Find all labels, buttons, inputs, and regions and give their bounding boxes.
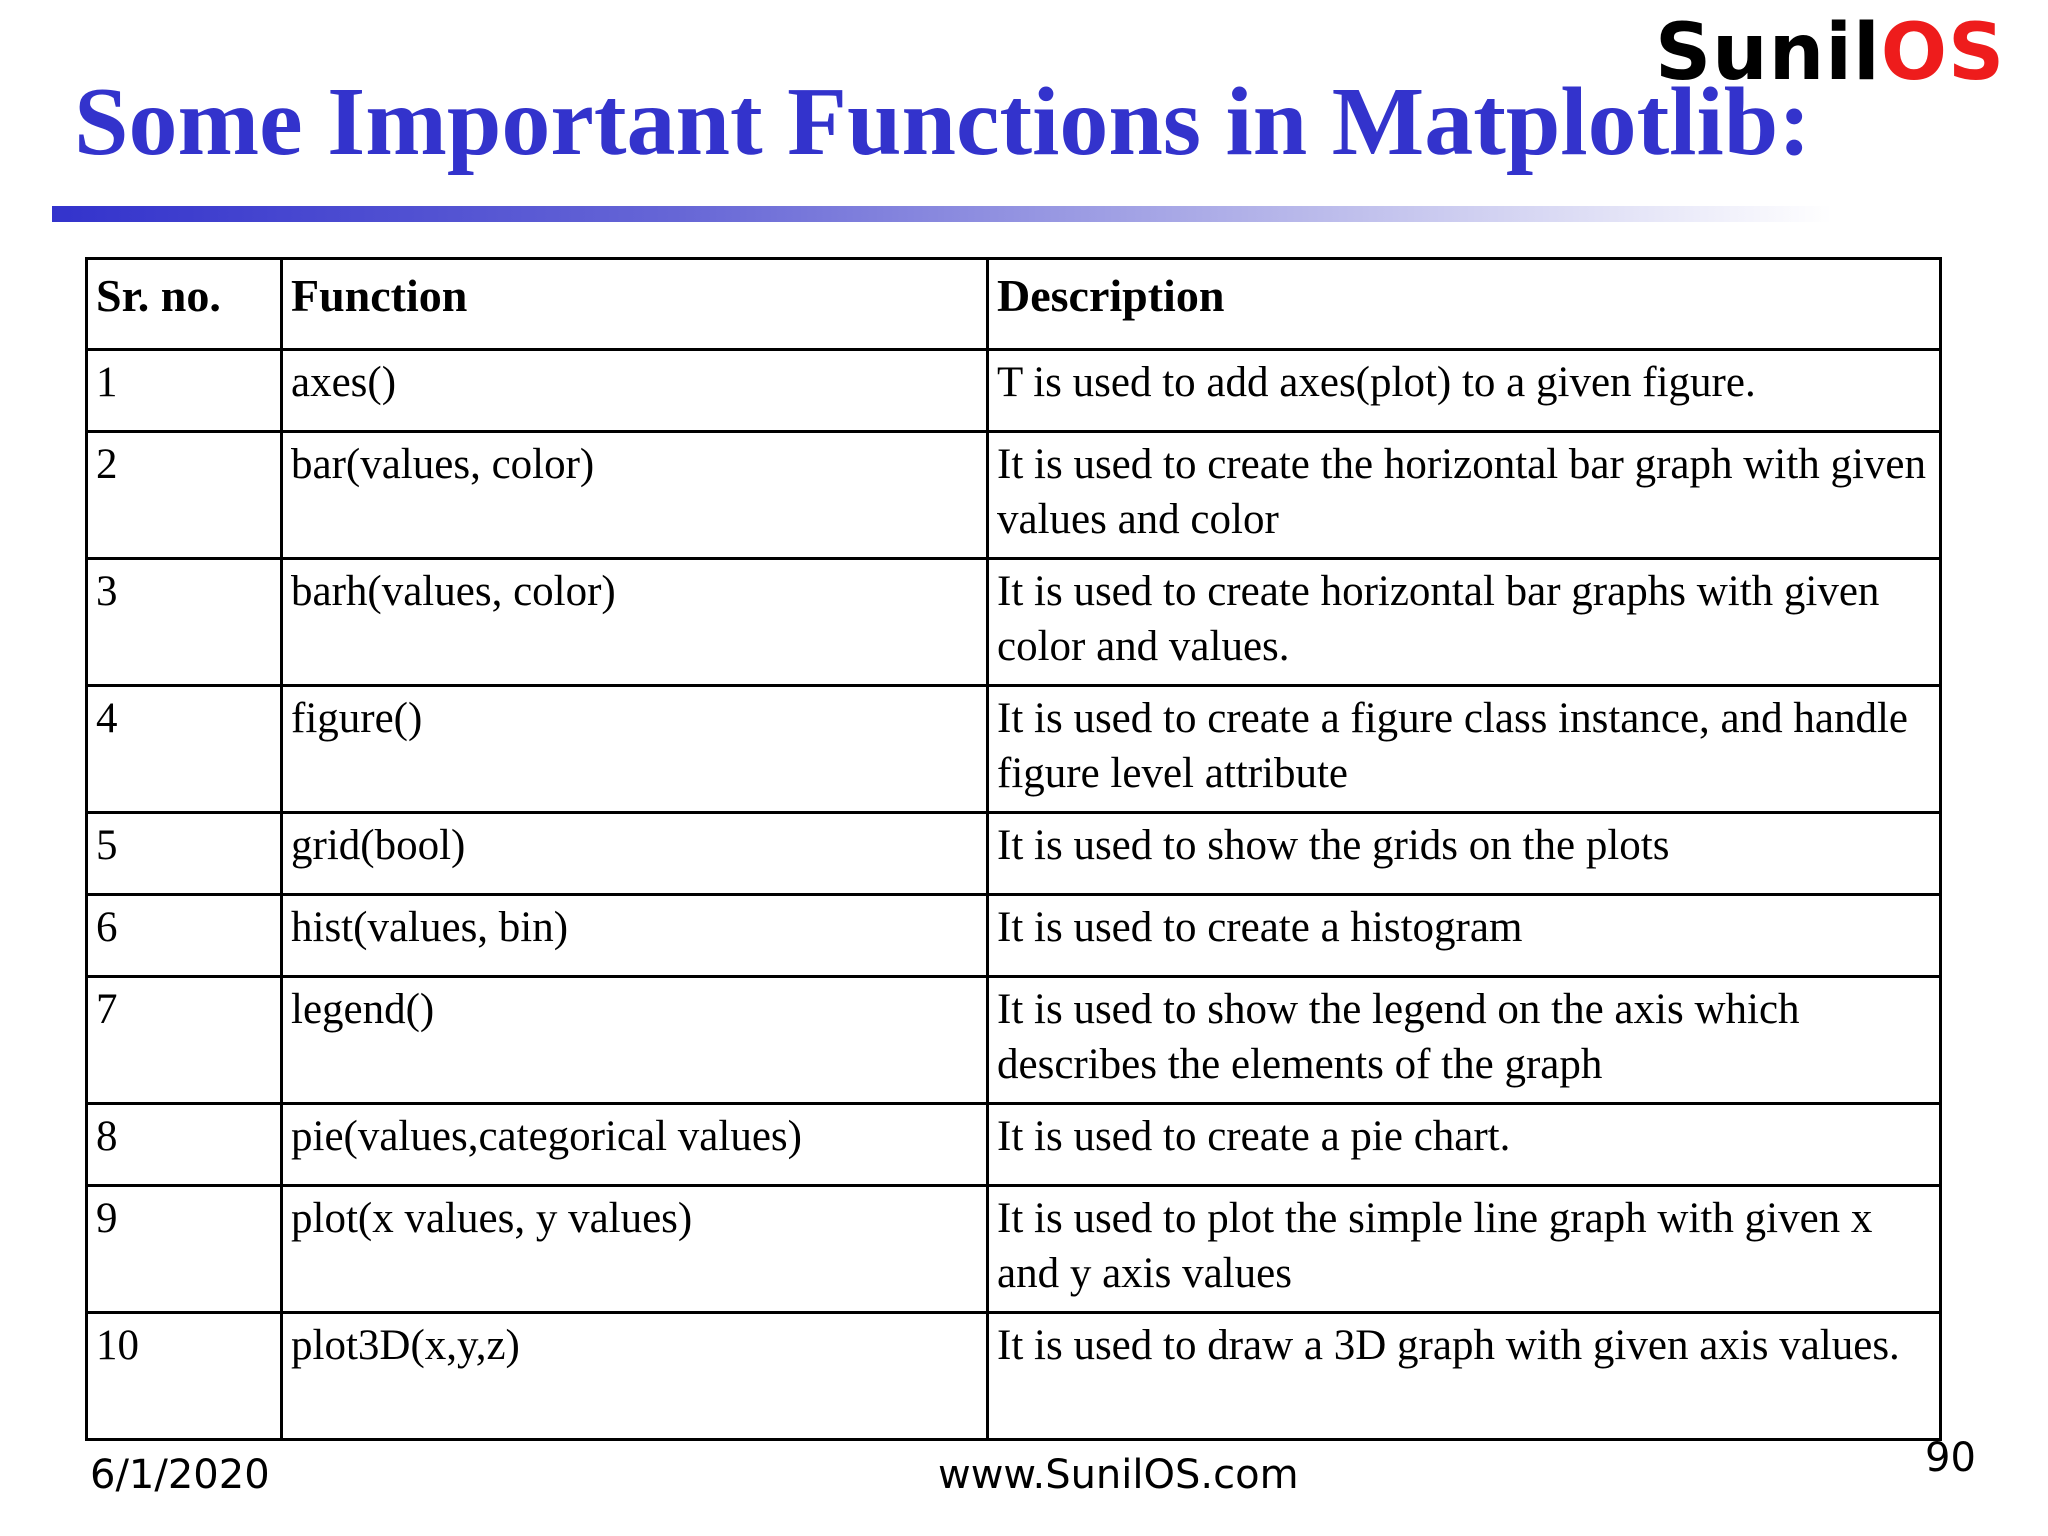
table-row bbox=[87, 350, 1941, 432]
cell-description: It is used to plot the simple line graph with given x and y axis values bbox=[988, 1186, 1941, 1313]
cell-function: plot3D(x,y,z) bbox=[282, 1313, 988, 1440]
cell-function: hist(values, bin) bbox=[282, 895, 988, 977]
table-row bbox=[87, 813, 1941, 895]
cell-function: bar(values, color) bbox=[282, 432, 988, 559]
table-row bbox=[87, 895, 1941, 977]
functions-table bbox=[85, 257, 1942, 1441]
cell-description: It is used to show the grids on the plots bbox=[988, 813, 1941, 895]
cell-function: legend() bbox=[282, 977, 988, 1104]
page-number: 90 bbox=[1925, 1435, 1976, 1481]
cell-sr-no: 10 bbox=[87, 1313, 282, 1440]
cell-sr-no: 1 bbox=[87, 350, 282, 432]
cell-description: It is used to create horizontal bar graphs with given color and values. bbox=[988, 559, 1941, 686]
logo-text-sunil: Sunil bbox=[1655, 8, 1881, 98]
cell-description: It is used to create a pie chart. bbox=[988, 1104, 1941, 1186]
table-row bbox=[87, 686, 1941, 813]
cell-sr-no: 3 bbox=[87, 559, 282, 686]
cell-description: It is used to draw a 3D graph with given axis values. bbox=[988, 1313, 1941, 1440]
header-function: Function bbox=[282, 259, 988, 350]
cell-function: plot(x values, y values) bbox=[282, 1186, 988, 1313]
cell-sr-no: 6 bbox=[87, 895, 282, 977]
slide-title: Some Important Functions in Matplotlib: bbox=[74, 68, 1811, 176]
header-description: Description bbox=[988, 259, 1941, 350]
table-row bbox=[87, 559, 1941, 686]
header-sr-no: Sr. no. bbox=[87, 259, 282, 350]
logo-text-os: OS bbox=[1880, 8, 2006, 98]
cell-function: grid(bool) bbox=[282, 813, 988, 895]
footer-date: 6/1/2020 bbox=[90, 1452, 270, 1498]
cell-description: It is used to show the legend on the axis which describes the elements of the graph bbox=[988, 977, 1941, 1104]
table-row bbox=[87, 1313, 1941, 1440]
cell-description: T is used to add axes(plot) to a given figure. bbox=[988, 350, 1941, 432]
table-row bbox=[87, 977, 1941, 1104]
cell-sr-no: 2 bbox=[87, 432, 282, 559]
cell-description: It is used to create the horizontal bar graph with given values and color bbox=[988, 432, 1941, 559]
cell-function: figure() bbox=[282, 686, 988, 813]
cell-sr-no: 7 bbox=[87, 977, 282, 1104]
cell-sr-no: 4 bbox=[87, 686, 282, 813]
title-underline bbox=[52, 206, 1832, 222]
table-row bbox=[87, 432, 1941, 559]
cell-description: It is used to create a histogram bbox=[988, 895, 1941, 977]
cell-function: axes() bbox=[282, 350, 988, 432]
cell-sr-no: 8 bbox=[87, 1104, 282, 1186]
table-row bbox=[87, 1186, 1941, 1313]
table-header-row bbox=[87, 259, 1941, 350]
table-row bbox=[87, 1104, 1941, 1186]
cell-description: It is used to create a figure class instance, and handle figure level attribute bbox=[988, 686, 1941, 813]
cell-function: barh(values, color) bbox=[282, 559, 988, 686]
cell-sr-no: 5 bbox=[87, 813, 282, 895]
cell-function: pie(values,categorical values) bbox=[282, 1104, 988, 1186]
footer-url: www.SunilOS.com bbox=[938, 1452, 1299, 1498]
cell-sr-no: 9 bbox=[87, 1186, 282, 1313]
